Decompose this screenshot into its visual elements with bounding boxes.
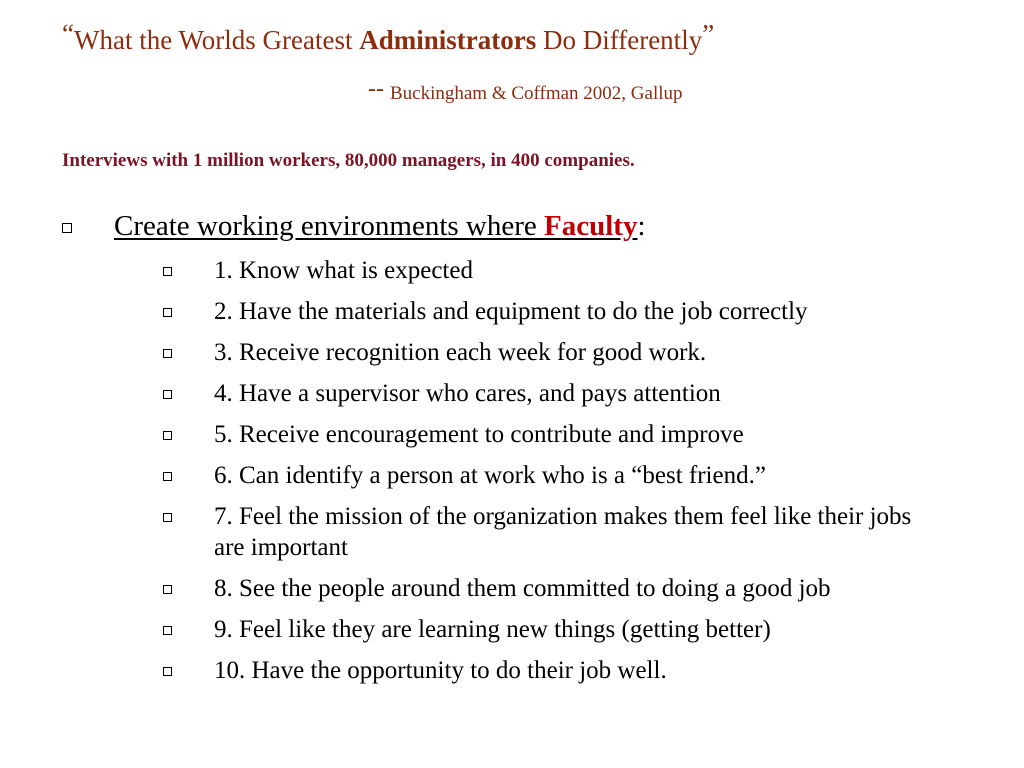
attribution-source: Buckingham & Coffman 2002, Gallup	[389, 83, 683, 104]
list-item	[163, 419, 963, 450]
subtitle: Interviews with 1 million workers, 80,000 managers, in 400 companies.	[62, 150, 635, 171]
open-quote: “	[62, 19, 74, 49]
attribution-dash: --	[368, 76, 384, 102]
list-item	[163, 460, 963, 491]
hollow-square-bullet-icon	[163, 472, 172, 481]
hollow-square-bullet-icon	[62, 223, 72, 233]
attribution	[368, 78, 683, 107]
list-item	[163, 573, 963, 604]
hollow-square-bullet-icon	[163, 667, 172, 676]
list-item-text: 10. Have the opportunity to do their job well.	[214, 657, 667, 684]
list-item-text: 9. Feel like they are learning new things (getting better)	[214, 616, 771, 643]
list-item-text: 1. Know what is expected	[214, 257, 473, 284]
list-item-text: 5. Receive encouragement to contribute and improve	[214, 421, 744, 448]
hollow-square-bullet-icon	[163, 349, 172, 358]
hollow-square-bullet-icon	[163, 308, 172, 317]
hollow-square-bullet-icon	[163, 390, 172, 399]
list-item	[163, 255, 963, 286]
main-bullet-lead: Create working environments where Faculty	[114, 210, 638, 242]
title-emphasis: Administrators	[359, 25, 537, 55]
faculty-highlight: Faculty	[544, 210, 638, 242]
main-bullet-colon: :	[637, 210, 646, 242]
hollow-square-bullet-icon	[163, 431, 172, 440]
hollow-square-bullet-icon	[163, 513, 172, 522]
main-bullet-item	[62, 210, 646, 243]
hollow-square-bullet-icon	[163, 267, 172, 276]
list-item-text: 4. Have a supervisor who cares, and pays attention	[214, 380, 721, 407]
list-item	[163, 378, 963, 409]
list-item-text: 8. See the people around them committed to doing a good job	[214, 575, 831, 602]
close-quote: ”	[702, 19, 715, 49]
list-item-text: 7. Feel the mission of the organization makes them feel like their jobs are important	[214, 503, 912, 561]
slide-title	[62, 19, 715, 56]
list-item	[163, 501, 963, 563]
list-item	[163, 296, 963, 327]
list-item	[163, 614, 963, 645]
main-bullet-text	[114, 210, 646, 243]
title-text-end: Do Differently	[536, 25, 703, 55]
list-item-text: 6. Can identify a person at work who is a “best friend.”	[214, 462, 766, 489]
list-item	[163, 337, 963, 368]
list-item-text: 3. Receive recognition each week for good work.	[214, 339, 707, 366]
hollow-square-bullet-icon	[163, 585, 172, 594]
title-text-start: What the Worlds Greatest	[73, 25, 360, 55]
list-item	[163, 655, 963, 686]
hollow-square-bullet-icon	[163, 626, 172, 635]
sub-bullet-list	[163, 255, 963, 696]
list-item-text: 2. Have the materials and equipment to do the job correctly	[214, 298, 808, 325]
